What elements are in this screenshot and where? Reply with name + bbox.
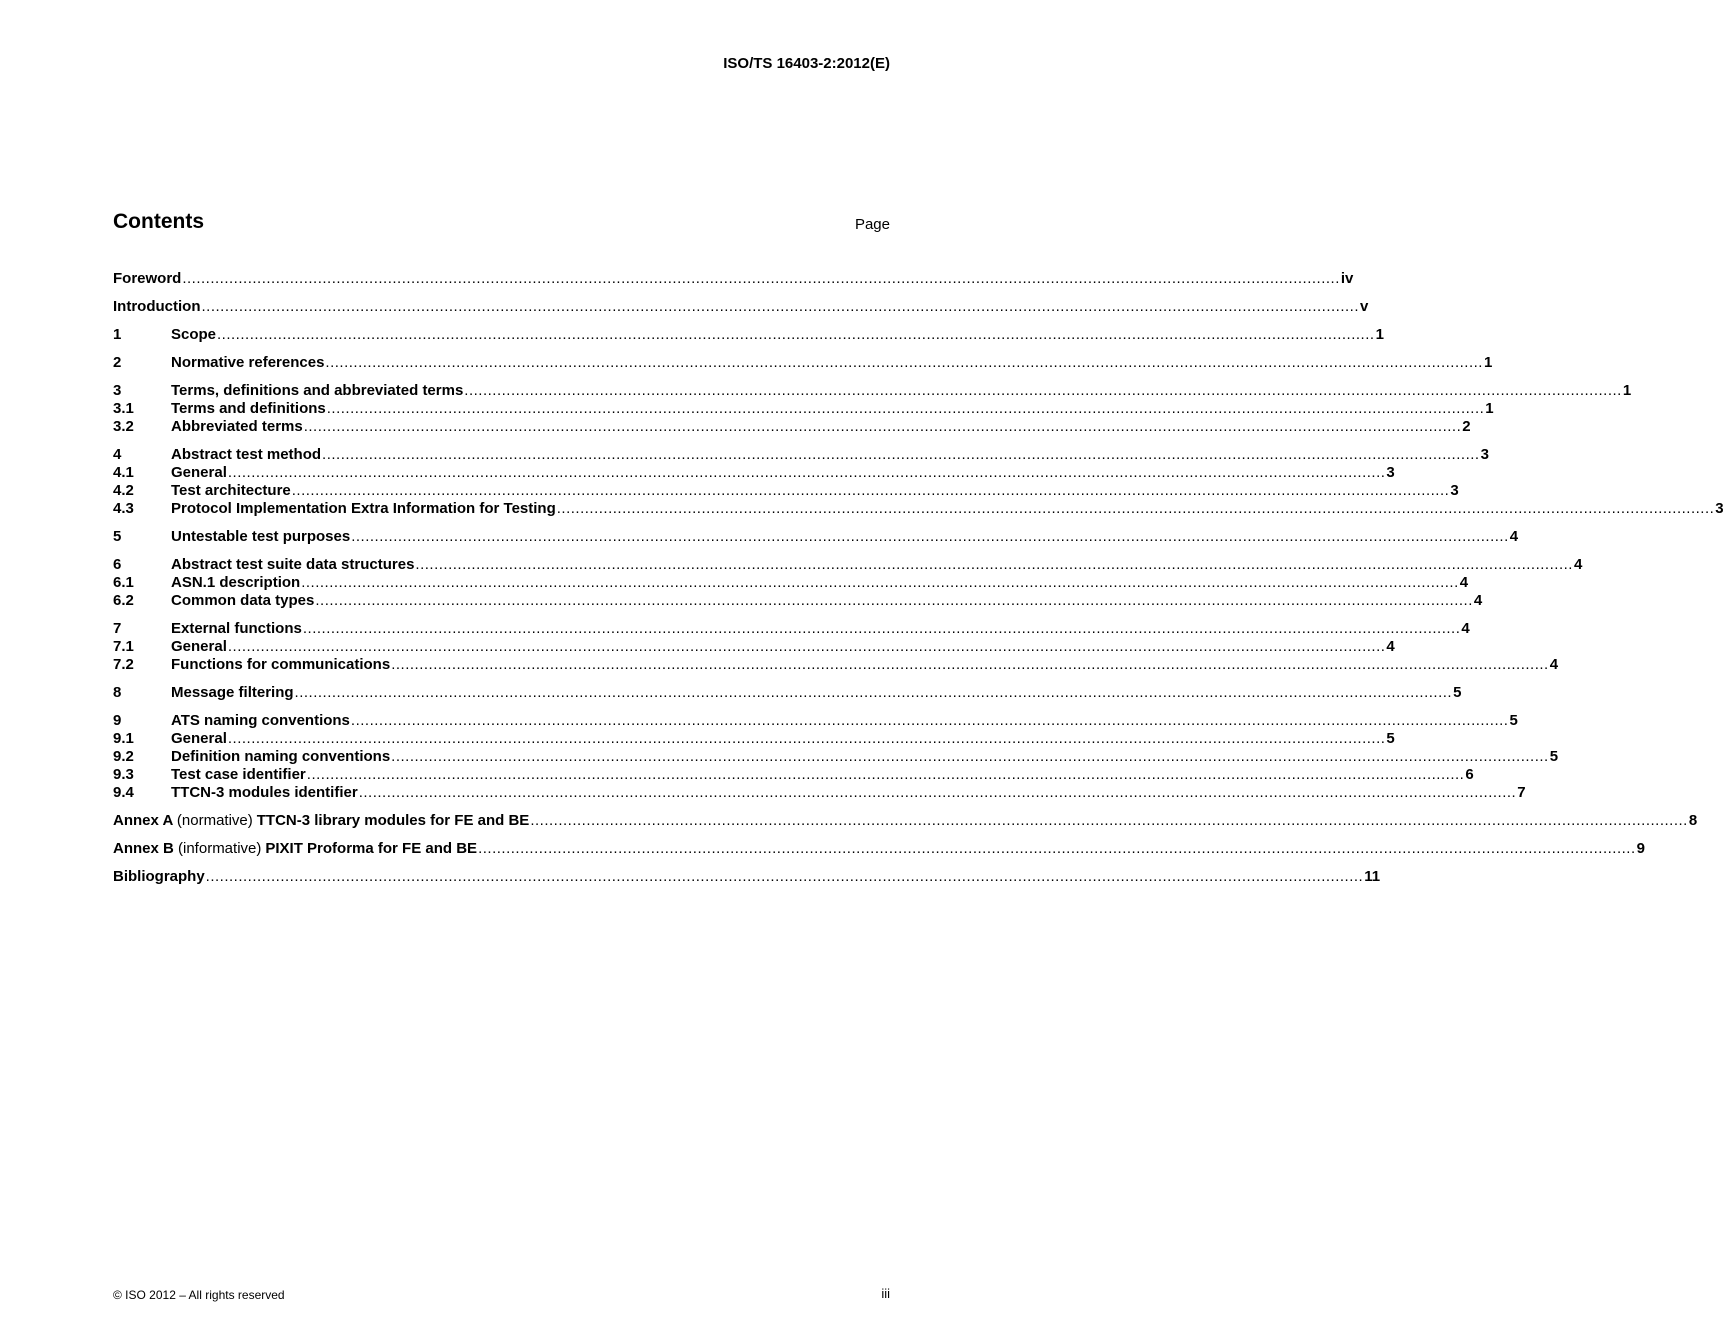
toc-entry-title: General [171,464,227,481]
toc-entry[interactable] [113,326,1384,344]
toc-entry-number: 4.2 [113,482,134,499]
dot-leader [557,500,1715,518]
dot-leader [228,464,1386,482]
toc-entry-page: 1 [1375,326,1384,343]
toc-entry[interactable] [113,656,1559,674]
dot-leader [315,592,1473,610]
annex-type: (normative) [176,812,253,829]
toc-entry-title: ATS naming conventions [171,712,350,729]
toc-entry-number: 7.1 [113,638,134,655]
toc-entry[interactable] [113,592,1483,610]
toc-entry-page: 5 [1386,730,1395,747]
toc-entry-title: Untestable test purposes [171,528,351,545]
toc-entry-number: 9 [113,712,122,729]
toc-entry-number: 7.2 [113,656,134,673]
toc-entry[interactable] [113,400,1494,418]
toc-entry-title [113,812,529,830]
toc-entry-title: Foreword [113,270,182,287]
table-of-contents [113,270,1724,886]
toc-entry-page: 1 [1485,400,1494,417]
toc-entry-page: 8 [1688,812,1698,829]
dot-leader [415,556,1573,574]
toc-entry-page: 1 [1483,354,1493,371]
annex-title: TTCN-3 library modules for FE and BE [256,812,530,829]
toc-entry-title: TTCN-3 modules identifier [171,784,358,801]
dot-leader [359,784,1517,802]
document-id: ISO/TS 16403-2:2012(E) [723,55,890,72]
toc-entry[interactable] [113,784,1526,802]
dot-leader [351,712,1509,730]
toc-entry-page: 5 [1549,748,1559,765]
toc-entry-page: 3 [1480,446,1489,463]
toc-entry[interactable] [113,418,1471,436]
toc-entry-title: Abstract test suite data structures [171,556,415,573]
toc-entry-page: 5 [1509,712,1518,729]
toc-entry-title: Normative references [171,354,325,371]
toc-entry-number: 4 [113,446,122,463]
dot-leader [228,638,1386,656]
contents-heading: Contents [113,210,204,233]
toc-entry[interactable] [113,482,1459,500]
dot-leader [303,620,1461,638]
toc-entry-number: 6.1 [113,574,134,591]
toc-entry-title: Abbreviated terms [171,418,303,435]
toc-entry-title: Common data types [171,592,315,609]
toc-entry-title [113,840,477,858]
toc-entry-page: 4 [1386,638,1395,655]
toc-entry-page: 4 [1461,620,1470,637]
toc-entry[interactable] [113,684,1462,702]
toc-entry[interactable] [113,528,1519,546]
toc-entry-page: v [1360,298,1369,315]
toc-entry-page: 9 [1636,840,1645,857]
toc-entry-number: 4.3 [113,500,134,517]
toc-entry-number: 9.3 [113,766,134,783]
dot-leader [304,418,1462,436]
dot-leader [295,684,1453,702]
toc-entry-number: 9.1 [113,730,134,747]
toc-entry-number: 3.1 [113,400,134,417]
toc-entry-title: Test architecture [171,482,291,499]
dot-leader [217,326,1375,344]
dot-leader [322,446,1480,464]
toc-entry[interactable] [113,812,1698,830]
toc-entry-number: 9.2 [113,748,134,765]
toc-entry[interactable] [113,766,1474,784]
toc-entry[interactable] [113,464,1395,482]
toc-entry[interactable] [113,270,1354,288]
toc-entry-title: Bibliography [113,868,205,885]
toc-entry-number: 6.2 [113,592,134,609]
annex-label: Annex A [113,812,173,829]
dot-leader [201,298,1359,316]
toc-entry-page: 11 [1364,868,1381,885]
dot-leader [182,270,1340,288]
toc-entry-title: General [171,638,227,655]
dot-leader [307,766,1465,784]
toc-entry-page: 6 [1465,766,1474,783]
toc-entry-title: External functions [171,620,302,637]
toc-entry-page: 4 [1549,656,1559,673]
page-column-label: Page [854,216,890,233]
toc-entry-number: 9.4 [113,784,134,801]
annex-type: (informative) [178,840,262,857]
toc-entry-page: 1 [1622,382,1632,399]
toc-entry-title: Test case identifier [171,766,306,783]
toc-entry[interactable] [113,868,1381,886]
toc-entry-page: 7 [1517,784,1526,801]
dot-leader [530,812,1688,830]
toc-entry[interactable] [113,638,1395,656]
toc-entry-title: Message filtering [171,684,294,701]
annex-label: Annex B [113,840,174,857]
dot-leader [228,730,1386,748]
dot-leader [301,574,1459,592]
toc-entry[interactable] [113,840,1645,858]
toc-entry-page: 3 [1715,500,1724,517]
toc-entry-title: Scope [171,326,217,343]
toc-entry-page: iv [1340,270,1354,287]
toc-entry[interactable] [113,712,1518,730]
toc-entry[interactable] [113,500,1724,518]
toc-entry[interactable] [113,446,1489,464]
footer-page-number: iii [881,1286,890,1301]
toc-entry-title: General [171,730,227,747]
toc-entry[interactable] [113,574,1469,592]
toc-entry-number: 8 [113,684,122,701]
toc-entry[interactable] [113,620,1470,638]
dot-leader [391,656,1549,674]
toc-entry[interactable] [113,382,1632,400]
toc-entry[interactable] [113,354,1493,372]
dot-leader [292,482,1450,500]
toc-entry-number: 1 [113,326,122,343]
toc-entry-page: 5 [1453,684,1462,701]
toc-entry[interactable] [113,730,1395,748]
toc-entry-title: ASN.1 description [171,574,301,591]
toc-entry-number: 6 [113,556,122,573]
toc-entry-title: Terms, definitions and abbreviated terms [171,382,464,399]
footer-copyright: © ISO 2012 – All rights reserved [113,1288,285,1302]
toc-entry-number: 5 [113,528,122,545]
toc-entry-number: 7 [113,620,122,637]
toc-entry-page: 3 [1386,464,1395,481]
toc-entry-title: Protocol Implementation Extra Information for Testing [171,500,556,517]
toc-entry-number: 4.1 [113,464,134,481]
dot-leader [325,354,1483,372]
dot-leader [327,400,1485,418]
toc-entry[interactable] [113,298,1369,316]
toc-entry-page: 4 [1473,592,1483,609]
toc-entry-title: Functions for communications [171,656,391,673]
dot-leader [206,868,1364,886]
annex-title: PIXIT Proforma for FE and BE [265,840,478,857]
toc-entry-page: 3 [1450,482,1459,499]
toc-entry[interactable] [113,556,1583,574]
dot-leader [351,528,1509,546]
toc-entry-title: Abstract test method [171,446,322,463]
toc-entry-title: Definition naming conventions [171,748,391,765]
dot-leader [464,382,1622,400]
toc-entry-page: 4 [1509,528,1519,545]
toc-entry-title: Terms and definitions [171,400,326,417]
toc-entry-number: 2 [113,354,122,371]
toc-entry[interactable] [113,748,1559,766]
toc-entry-page: 4 [1459,574,1469,591]
toc-entry-number: 3.2 [113,418,134,435]
toc-entry-title: Introduction [113,298,201,315]
toc-entry-number: 3 [113,382,122,399]
toc-entry-page: 2 [1462,418,1471,435]
toc-entry-page: 4 [1573,556,1583,573]
dot-leader [391,748,1549,766]
dot-leader [478,840,1636,858]
